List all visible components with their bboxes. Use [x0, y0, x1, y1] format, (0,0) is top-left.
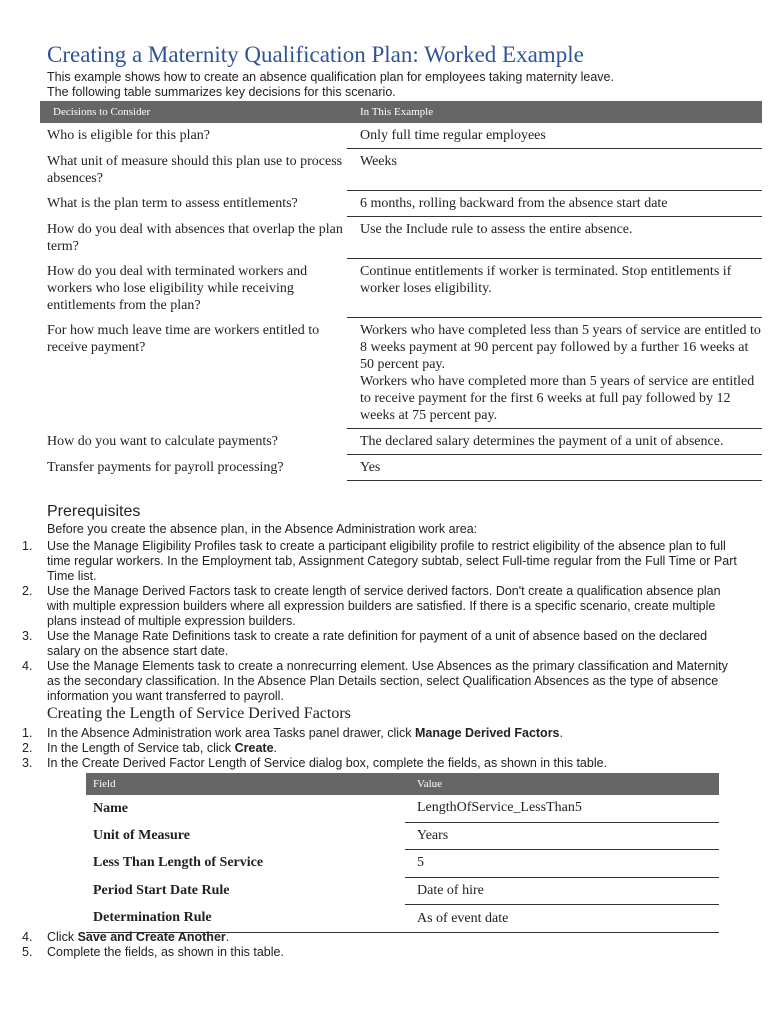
decision-answer	[347, 318, 762, 429]
table-row	[40, 191, 762, 217]
decision-answer: Weeks	[347, 149, 762, 191]
step-number: 1.	[22, 539, 33, 553]
decision-question: Who is eligible for this plan?	[47, 128, 210, 143]
decision-answer: The declared salary determines the payment of a unit of absence.	[347, 429, 762, 455]
intro-text	[47, 70, 614, 99]
table-row	[86, 877, 719, 905]
prerequisites-intro: Before you create the absence plan, in the Absence Administration work area:	[47, 522, 478, 536]
table-row	[40, 259, 762, 318]
step-number: 5.	[22, 945, 33, 959]
field-value: LengthOfService_LessThan5	[405, 795, 719, 822]
answer-paragraph: Workers who have completed less than 5 years of service are entitled to 8 weeks payment at 90 percent pay followed by a further 16 weeks at 50 percent pay.	[360, 323, 761, 372]
field-name: Determination Rule	[86, 905, 405, 933]
step-number: 4.	[22, 659, 33, 673]
column-header: Field	[86, 773, 405, 795]
decision-answer: Yes	[347, 455, 762, 481]
step-number: 4.	[22, 930, 33, 944]
decision-question: What unit of measure should this plan use to process absences?	[47, 153, 343, 186]
list-item	[0, 629, 740, 659]
list-item	[0, 930, 740, 945]
decision-question: For how much leave time are workers entitled to receive payment?	[47, 322, 320, 355]
length-of-service-steps	[0, 726, 740, 771]
step-text: Use the Manage Derived Factors task to create length of service derived factors. Don't create a qualification absence plan with multiple expression builders where all expression builders are satisfied. If there is a specific scenario, create multiple plans instead of multiple expression builders.	[47, 584, 721, 628]
decision-question: Transfer payments for payroll processing?	[47, 459, 284, 475]
field-name: Less Than Length of Service	[93, 855, 264, 871]
decision-question: How do you deal with terminated workers and workers who lose eligibility while receiving entitlements from the plan?	[47, 263, 308, 313]
field-value: As of event date	[405, 905, 719, 933]
list-item	[0, 756, 740, 771]
step-text: In the Length of Service tab, click	[47, 741, 235, 755]
page-title: Creating a Maternity Qualification Plan: Worked Example	[47, 42, 584, 67]
intro-line: This example shows how to create an absence qualification plan for employees taking maternity leave.	[47, 70, 614, 84]
decision-question: What is the plan term to assess entitlements?	[47, 195, 298, 211]
step-text: In the Create Derived Factor Length of Service dialog box, complete the fields, as shown in this table.	[47, 756, 608, 770]
decision-answer: Use the Include rule to assess the entire absence.	[347, 217, 762, 259]
table-row	[86, 850, 719, 878]
table-row	[40, 318, 762, 429]
step-text: Use the Manage Elements task to create a nonrecurring element. Use Absences as the primary classification and Maternity as the secondary classification. In the Absence Plan Details section, select Qualification Absences as the type of absence information you want transferred to payroll.	[47, 659, 728, 703]
field-name: Unit of Measure	[93, 827, 190, 843]
decision-question: How do you want to calculate payments?	[47, 433, 278, 449]
decisions-table	[40, 101, 762, 481]
list-item	[0, 726, 740, 741]
step-number: 1.	[22, 726, 33, 740]
prerequisites-heading: Prerequisites	[47, 503, 141, 520]
list-item	[0, 945, 740, 960]
ui-label: Manage Derived Factors	[415, 726, 560, 740]
section-heading: Creating the Length of Service Derived Factors	[47, 705, 351, 722]
step-number: 2.	[22, 584, 33, 598]
derived-factor-table	[86, 773, 719, 933]
step-text-end: .	[225, 930, 230, 944]
list-item	[0, 659, 740, 704]
answer-paragraph: Workers who have completed more than 5 years of service are entitled to receive payment for the first 6 weeks at full pay followed by 12 weeks at 75 percent pay.	[360, 374, 755, 423]
column-header: Decisions to Consider	[40, 101, 347, 123]
decision-answer: Only full time regular employees	[347, 123, 762, 149]
list-item	[0, 584, 740, 629]
step-number: 2.	[22, 741, 33, 755]
table-row	[86, 822, 719, 850]
after-table-steps	[0, 930, 740, 960]
step-text-end: .	[273, 741, 278, 755]
table-row	[40, 123, 762, 149]
table-row	[40, 455, 762, 481]
field-value: Date of hire	[405, 877, 719, 905]
decision-question: How do you deal with absences that overlap the plan term?	[47, 221, 343, 254]
intro-line: The following table summarizes key decisions for this scenario.	[47, 84, 396, 99]
decision-answer: Continue entitlements if worker is terminated. Stop entitlements if worker loses eligibility.	[347, 259, 762, 318]
step-text: Complete the fields, as shown in this table.	[47, 945, 284, 959]
step-text-end: .	[559, 726, 563, 740]
table-header-row	[40, 101, 762, 123]
list-item	[0, 741, 740, 756]
table-header-row	[86, 773, 719, 795]
step-text: Use the Manage Eligibility Profiles task to create a participant eligibility profile to restrict eligibility of the absence plan to full time regular workers. In the Employment tab, Assignment Category subtab, select Full-time regular from the Full Time or Part Time list.	[47, 539, 737, 583]
field-name: Name	[93, 800, 128, 816]
step-text: Use the Manage Rate Definitions task to create a rate definition for payment of a unit of absence based on the declared salary on the absence start date.	[47, 629, 708, 658]
prerequisites-list	[0, 539, 740, 704]
column-header: Value	[405, 773, 719, 795]
table-row	[40, 149, 762, 191]
field-value: 5	[405, 850, 719, 878]
step-text: In the Absence Administration work area Tasks panel drawer, click	[47, 726, 416, 740]
list-item	[0, 539, 740, 584]
step-number: 3.	[22, 756, 33, 770]
column-header: In This Example	[347, 101, 762, 123]
table-row	[86, 905, 719, 933]
table-row	[86, 795, 719, 822]
table-row	[40, 429, 762, 455]
table-row	[40, 217, 762, 259]
field-value: Years	[405, 822, 719, 850]
ui-label: Create	[234, 741, 274, 755]
decision-answer: 6 months, rolling backward from the absence start date	[347, 191, 762, 217]
field-name: Period Start Date Rule	[93, 883, 230, 899]
step-text: Click	[47, 930, 78, 944]
ui-label: Save and Create Another	[77, 930, 226, 944]
step-number: 3.	[22, 629, 33, 643]
